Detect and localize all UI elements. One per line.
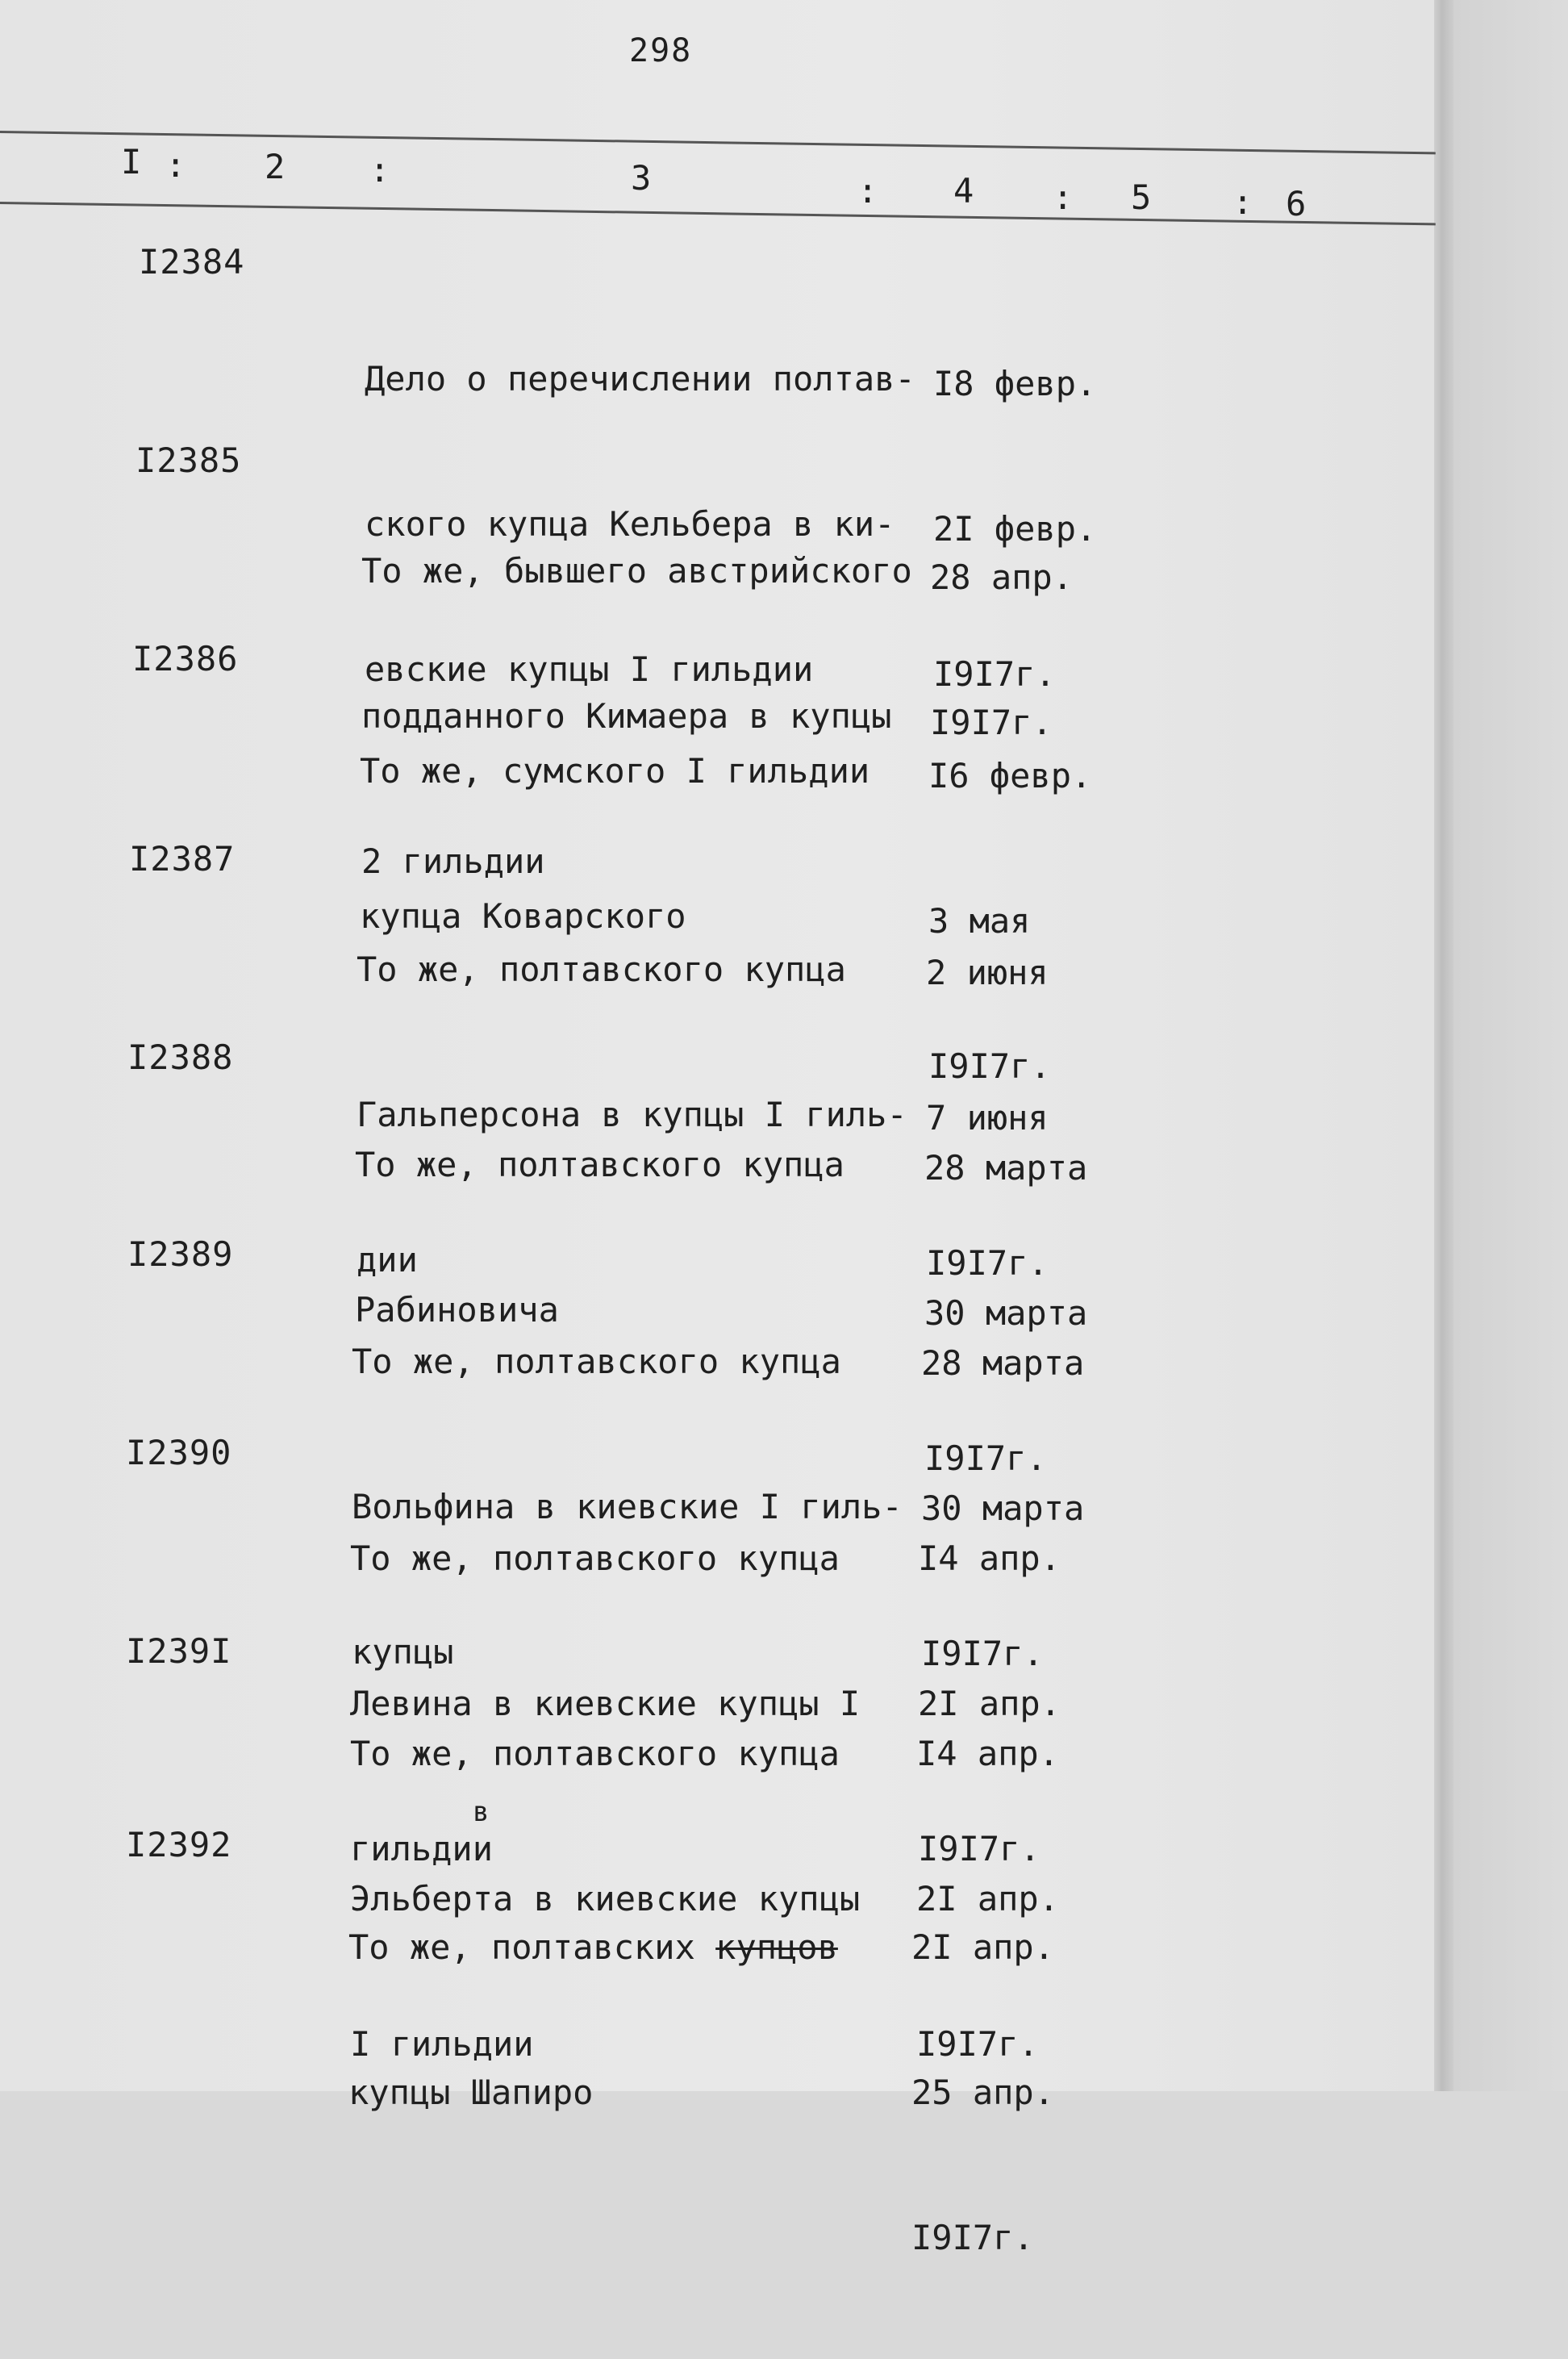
description-line: То же, бывшего австрийского xyxy=(361,551,912,591)
date-line: 25 апр. xyxy=(911,2073,1055,2112)
file-number: I2387 xyxy=(129,839,236,879)
file-description xyxy=(348,1827,838,2214)
description-line: подданного Кимаера в купцы xyxy=(361,696,892,736)
date-line: I4 апр. xyxy=(918,1539,1061,1578)
description-line: гильдии xyxy=(350,1829,494,1868)
description-line: купцы xyxy=(352,1632,454,1672)
file-number: I2386 xyxy=(132,639,239,678)
description-line: 2 гильдии xyxy=(361,841,545,881)
column-6-header: 6 xyxy=(1286,184,1307,223)
date-line: I9I7г. xyxy=(918,1829,1040,1868)
column-separator: : xyxy=(369,150,390,190)
date-line: 28 марта xyxy=(921,1343,1085,1383)
file-number: I2388 xyxy=(127,1038,234,1077)
date-line: I6 февр. xyxy=(928,756,1092,795)
description-line: Левина в киевские купцы I xyxy=(350,1684,861,1723)
date-line: I9I7г. xyxy=(926,1243,1049,1283)
description-text: То же, полтавских xyxy=(348,1927,716,1967)
description-line: То же, полтавского купца xyxy=(350,1734,840,1773)
date-line: I8 февр. xyxy=(933,364,1097,403)
description-line: купцы Шапиро xyxy=(348,2073,594,2112)
date-line: I9I7г. xyxy=(930,703,1053,742)
handwritten-correction: в xyxy=(473,1796,490,1828)
file-number: I2385 xyxy=(136,440,242,480)
description-line: Вольфина в киевские I гиль- xyxy=(352,1487,903,1526)
date-line: 28 марта xyxy=(924,1148,1088,1188)
date-line: I9I7г. xyxy=(933,654,1056,694)
description-line: дии xyxy=(357,1240,418,1280)
date-line: 2I февр. xyxy=(933,509,1097,549)
date-line: 3 мая xyxy=(928,901,1031,941)
column-separator: : xyxy=(1053,177,1074,217)
date-line: 7 июня xyxy=(926,1098,1049,1138)
file-number: I2392 xyxy=(126,1825,232,1864)
column-5-header: 5 xyxy=(1131,177,1152,217)
description-line: То же, полтавского купца xyxy=(355,1145,844,1184)
background-surface xyxy=(1453,0,1568,2091)
date-line: I9I7г. xyxy=(924,1438,1047,1478)
description-line: Дело о перечислении полтав- xyxy=(365,359,915,399)
description-line: То же, полтавского купца xyxy=(350,1539,840,1578)
description-line: То же, полтавского купца xyxy=(352,1342,841,1381)
struck-through-text: купцов xyxy=(715,1927,838,1967)
description-line: евские купцы I гильдии xyxy=(365,649,814,689)
date-line: 2I апр. xyxy=(918,1684,1061,1723)
date-line: I9I7г. xyxy=(916,2024,1039,2064)
column-separator: : xyxy=(857,171,878,211)
file-number: I2384 xyxy=(139,242,245,282)
date-line: 2 июня xyxy=(926,953,1049,992)
description-line xyxy=(348,1923,838,1972)
date-line: I9I7г. xyxy=(911,2218,1034,2257)
column-1-header: I xyxy=(121,142,142,182)
column-separator: : xyxy=(165,145,186,185)
description-line: ского купца Кельбера в ки- xyxy=(365,504,895,544)
file-dates xyxy=(911,1827,1054,2359)
description-line: То же, сумского I гильдии xyxy=(360,751,870,791)
date-line: 2I апр. xyxy=(911,1927,1055,1967)
date-line: I9I7г. xyxy=(921,1634,1044,1673)
date-line: I4 апр. xyxy=(916,1734,1060,1773)
date-line: I9I7г. xyxy=(928,1046,1051,1086)
description-line: I гильдии xyxy=(350,2024,534,2064)
column-separator: : xyxy=(1232,182,1253,222)
description-line: купца Коварского xyxy=(360,896,686,936)
page-number: 298 xyxy=(629,32,693,69)
date-line: 28 апр. xyxy=(930,557,1074,597)
date-line: 2I апр. xyxy=(916,1879,1060,1919)
description-line: Рабиновича xyxy=(355,1290,559,1330)
file-number: I239I xyxy=(126,1631,232,1671)
column-2-header: 2 xyxy=(265,147,286,186)
page-edge xyxy=(1434,0,1453,2091)
file-number: I2389 xyxy=(127,1234,234,1274)
column-3-header: 3 xyxy=(631,158,652,198)
description-line: Эльберта в киевские купцы xyxy=(350,1879,861,1919)
description-line: То же, полтавского купца xyxy=(357,950,846,989)
date-line: 30 марта xyxy=(924,1293,1088,1333)
column-4-header: 4 xyxy=(953,171,974,211)
file-number: I2390 xyxy=(126,1433,232,1472)
description-line: Гальперсона в купцы I гиль- xyxy=(357,1095,907,1134)
date-line: 30 марта xyxy=(921,1488,1085,1528)
